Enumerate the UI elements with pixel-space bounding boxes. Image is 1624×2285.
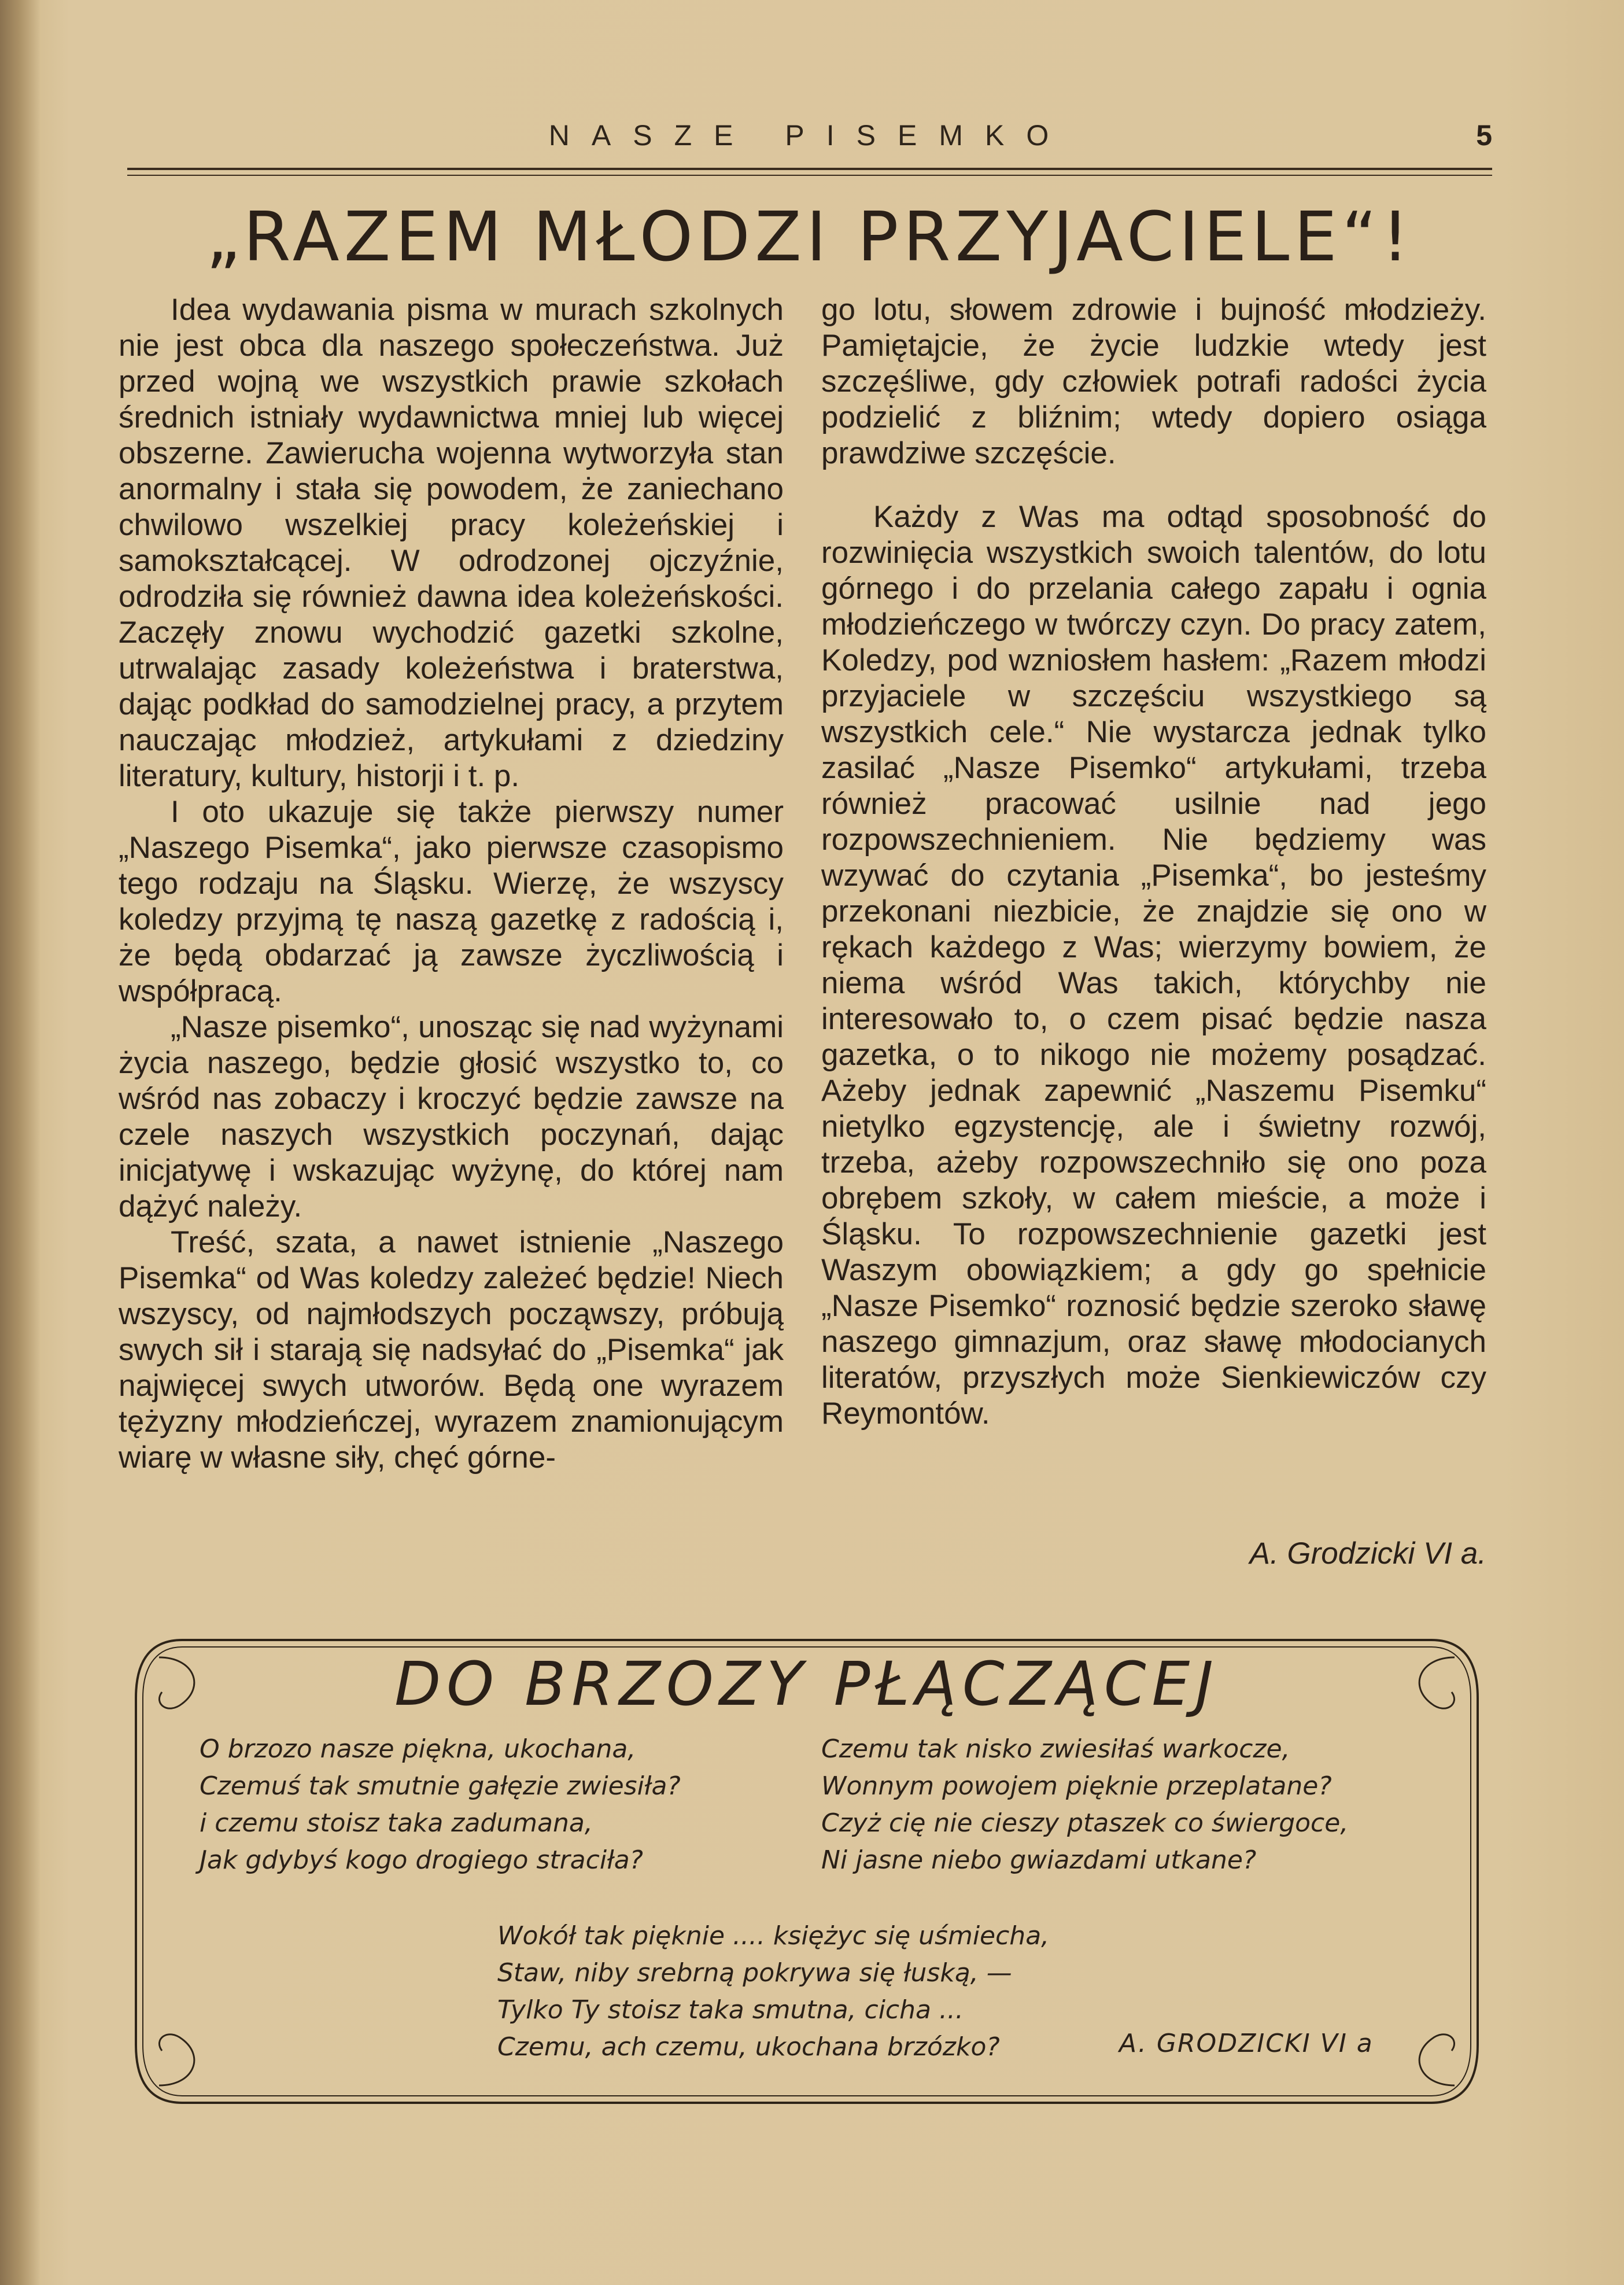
poem-line: Czyż cię nie cieszy ptaszek co świergoce, — [821, 1808, 1349, 1838]
poem-stanza-left — [200, 1731, 681, 1879]
poem-line: Wonnym powojem pięknie przeplatane? — [821, 1771, 1332, 1801]
article-signature: A. Grodzicki VI a. — [1249, 1536, 1486, 1571]
poem-line: i czemu stoisz taka zadumana, — [200, 1808, 593, 1838]
poem-stanza-right — [821, 1731, 1348, 1879]
poem-signature: A. GRODZICKI VI a — [1119, 2029, 1374, 2058]
poem-line: Ni jasne niebo gwiazdami utkane? — [821, 1845, 1257, 1875]
page-number: 5 — [1476, 119, 1492, 152]
poem-line: Czemu tak nisko zwiesiłaś warkocze, — [821, 1734, 1290, 1764]
header-rule-thick — [127, 168, 1492, 170]
article-paragraph: „Nasze pisemko“, unosząc się nad wyżynami życia naszego, będzie głosić wszystko to, co wśród nas zobaczy i kroczyć będzie zawsze na czele naszych wszystkich poczynań, dając inicjatywę i wskazując wyżynę, do której nam dążyć należy. — [119, 1010, 784, 1223]
poem-line: Tylko Ty stoisz taka smutna, cicha ... — [497, 1995, 964, 2025]
article-paragraph: go lotu, słowem zdrowie i bujność młodzieży. Pamiętajcie, że życie ludzkie wtedy jest szczęśliwe, gdy człowiek potrafi radości życia podzielić z bliźnim; wtedy dopiero osiąga prawdziwe szczęście. — [821, 293, 1486, 470]
article-paragraph: I oto ukazuje się także pierwszy numer „Naszego Pisemka“, jako pierwsze czasopismo tego rodzaju na Śląsku. Wierzę, że wszyscy koledzy przyjmą tę naszą gazetkę z radością i, że będą obdarzać ją zawsze życzliwością i współpracą. — [119, 795, 784, 1008]
poem-line: O brzozo nasze piękna, ukochana, — [200, 1734, 636, 1764]
poem-title: DO BRZOZY PŁĄCZĄCEJ — [394, 1649, 1219, 1719]
poem-stanza-bottom — [497, 1918, 1049, 2066]
article-paragraph: Treść, szata, a nawet istnienie „Naszego Pisemka“ od Was koledzy zależeć będzie! Niech wszyscy, od najmłodszych począwszy, próbują swych sił i starają się nadsyłać do „Pisemka“ jak najwięcej swych utworów. Będą one wyrazem tężyzny młodzieńczej, wyrazem znamionującym wiarę w własne siły, chęć górne- — [119, 1225, 784, 1475]
magazine-title: NASZE PISEMKO — [548, 119, 1071, 152]
article-column-left — [119, 292, 784, 1476]
article-title: „RAZEM MŁODZI PRZYJACIELE“! — [205, 197, 1414, 277]
article-paragraph: Każdy z Was ma odtąd sposobność do rozwinięcia wszystkich swoich talentów, do lotu górnego i do przelania całego zapału i ognia młodzieńczego w twórczy czyn. Do pracy zatem, Koledzy, pod wzniosłem hasłem: „Razem młodzi przyjaciele w szczęściu wszystkiego są wszystkich cele.“ Nie wystarcza jednak tylko zasilać „Nasze Pisemko“ artykułami, trzeba również pracować usilnie nad jego rozpowszechnieniem. Nie będziemy was wzywać do czytania „Pisemka“, bo jesteśmy przekonani niezbicie, że znajdzie się ono w rękach każdego z Was; wierzymy bowiem, że niema wśród Was takich, którychby nie interesowało to, o czem pisać będzie nasza gazetka, o to nikogo nie możemy posądzać. Ażeby jednak zapewnić „Naszemu Pisemku“ nietylko egzystencję, ale i świetny rozwój, trzeba, ażeby rozpowszechniło się ono poza obrębem szkoły, w całem mieście, a może i Śląsku. To rozpowszechnienie gazetki jest Waszym obowiązkiem; a gdy go spełnicie „Nasze Pisemko“ roznosić będzie szeroko sławę naszego gimnazjum, oraz sławę młodocianych literatów, przyszłych może Sienkiewiczów czy Reymontów. — [821, 500, 1486, 1431]
page-binding-shadow — [0, 0, 40, 2285]
poem-line: Czemu, ach czemu, ukochana brzózko? — [497, 2032, 1000, 2062]
article-column-right — [821, 292, 1486, 1432]
poem-line: Jak gdybyś kogo drogiego straciła? — [200, 1845, 644, 1875]
poem-line: Czemuś tak smutnie gałęzie zwiesiła? — [200, 1771, 681, 1801]
header-rule-thin — [127, 175, 1492, 176]
running-header — [127, 119, 1492, 171]
poem-line: Staw, niby srebrną pokrywa się łuską, — — [497, 1958, 1012, 1988]
poem-line: Wokół tak pięknie .... księżyc się uśmiecha, — [497, 1921, 1050, 1951]
article-paragraph: Idea wydawania pisma w murach szkolnych nie jest obca dla naszego społeczeństwa. Już przed wojną we wszystkich prawie szkołach średnich istniały wydawnictwa mniej lub więcej obszerne. Zawierucha wojenna wytworzyła stan anormalny i stała się powodem, że zaniechano chwilowo wszelkiej pracy koleżeńskiej i samokształcącej. W odrodzonej ojczyźnie, odrodziła się również dawna idea koleżeńskości. Zaczęły znowu wychodzić gazetki szkolne, utrwalając zasady koleżeństwa i braterstwa, dając podkład do samodzielnej pracy, a przytem nauczając młodzież, artykułami z dziedziny literatury, kultury, historji i t. p. — [119, 293, 784, 793]
